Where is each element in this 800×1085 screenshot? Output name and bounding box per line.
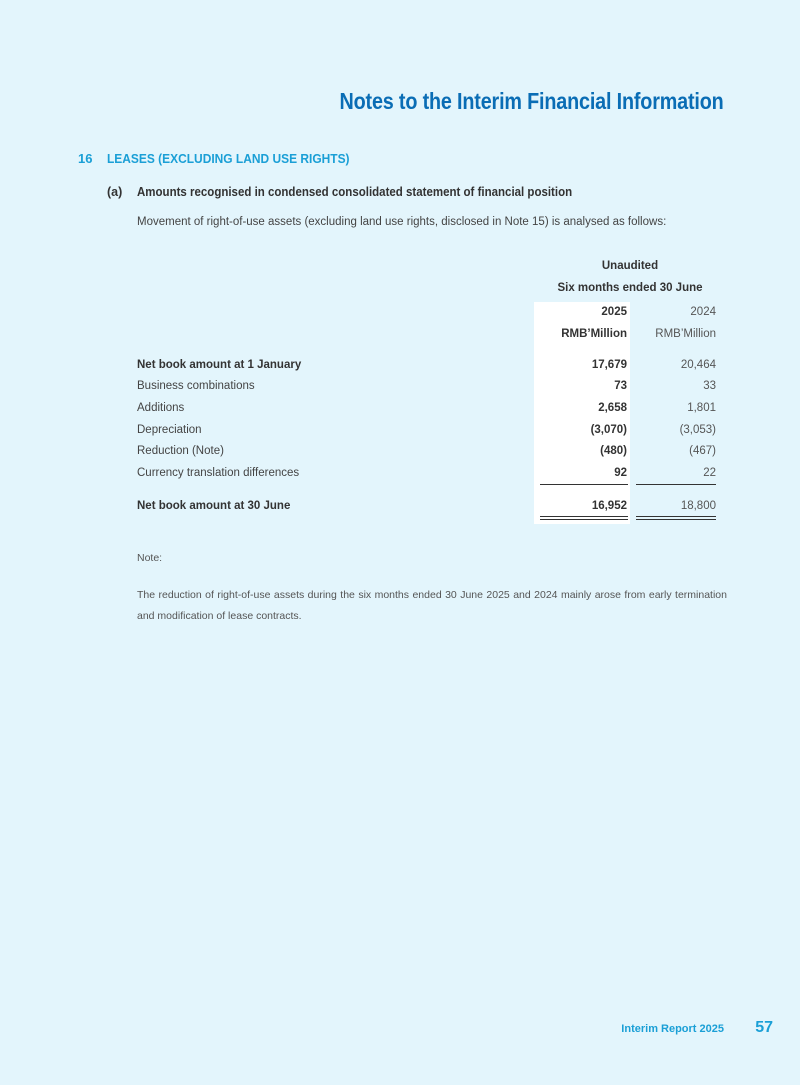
- section-number: 16: [78, 151, 93, 166]
- column-year-2025: 2025: [601, 306, 627, 318]
- subtotal-rule-2024: [636, 484, 716, 485]
- column-unit-2024: RMB’Million: [655, 328, 716, 340]
- table-cell-2025: 17,679: [591, 359, 627, 371]
- total-rule-2025-second: [540, 519, 628, 520]
- subsection-title: Amounts recognised in condensed consolidated statement of financial position: [137, 185, 573, 199]
- column-unit-2025: RMB’Million: [561, 328, 627, 340]
- table-cell-2024: 22: [703, 467, 716, 479]
- subtotal-rule-2025: [540, 484, 628, 485]
- table-header-period: Six months ended 30 June: [557, 282, 703, 294]
- table-cell-2025: 2,658: [598, 402, 627, 414]
- footer-page-number: 57: [755, 1019, 773, 1036]
- table-row-label: Depreciation: [137, 424, 202, 436]
- table-cell-2025: 16,952: [591, 500, 627, 512]
- table-cell-2025: 92: [614, 467, 627, 479]
- subsection-label: (a): [107, 185, 123, 199]
- table-row-label: Additions: [137, 402, 185, 414]
- note-label: Note:: [137, 552, 163, 564]
- table-cell-2025: (3,070): [590, 424, 627, 436]
- intro-text: Movement of right-of-use assets (excluding land use rights, disclosed in Note 15) is analysed as follows:: [137, 216, 667, 228]
- section-title: LEASES (EXCLUDING LAND USE RIGHTS): [107, 151, 350, 166]
- note-text: The reduction of right-of-use assets during the six months ended 30 June 2025 and 2024 mainly arose from early termination and modification of lease contracts.: [137, 589, 727, 622]
- table-header-status: Unaudited: [601, 260, 659, 272]
- table-row-label: Net book amount at 1 January: [137, 359, 302, 371]
- total-rule-2024: [636, 516, 716, 517]
- table-row-label: Net book amount at 30 June: [137, 500, 291, 512]
- total-rule-2024-second: [636, 519, 716, 520]
- page-title: Notes to the Interim Financial Information: [339, 88, 724, 114]
- table-cell-2025: (480): [600, 445, 627, 457]
- table-cell-2024: 20,464: [680, 359, 716, 371]
- footer-report-name: Interim Report 2025: [621, 1023, 724, 1035]
- column-year-2024: 2024: [690, 306, 716, 318]
- table-cell-2024: 1,801: [687, 402, 716, 414]
- table-row-label: Reduction (Note): [137, 445, 224, 457]
- total-rule-2025: [540, 516, 628, 517]
- table-row-label: Business combinations: [137, 380, 255, 392]
- table-cell-2024: (3,053): [679, 424, 716, 436]
- table-row-label: Currency translation differences: [137, 467, 300, 479]
- table-cell-2024: 33: [703, 380, 716, 392]
- table-cell-2025: 73: [614, 380, 627, 392]
- table-cell-2024: 18,800: [680, 500, 716, 512]
- table-cell-2024: (467): [689, 445, 716, 457]
